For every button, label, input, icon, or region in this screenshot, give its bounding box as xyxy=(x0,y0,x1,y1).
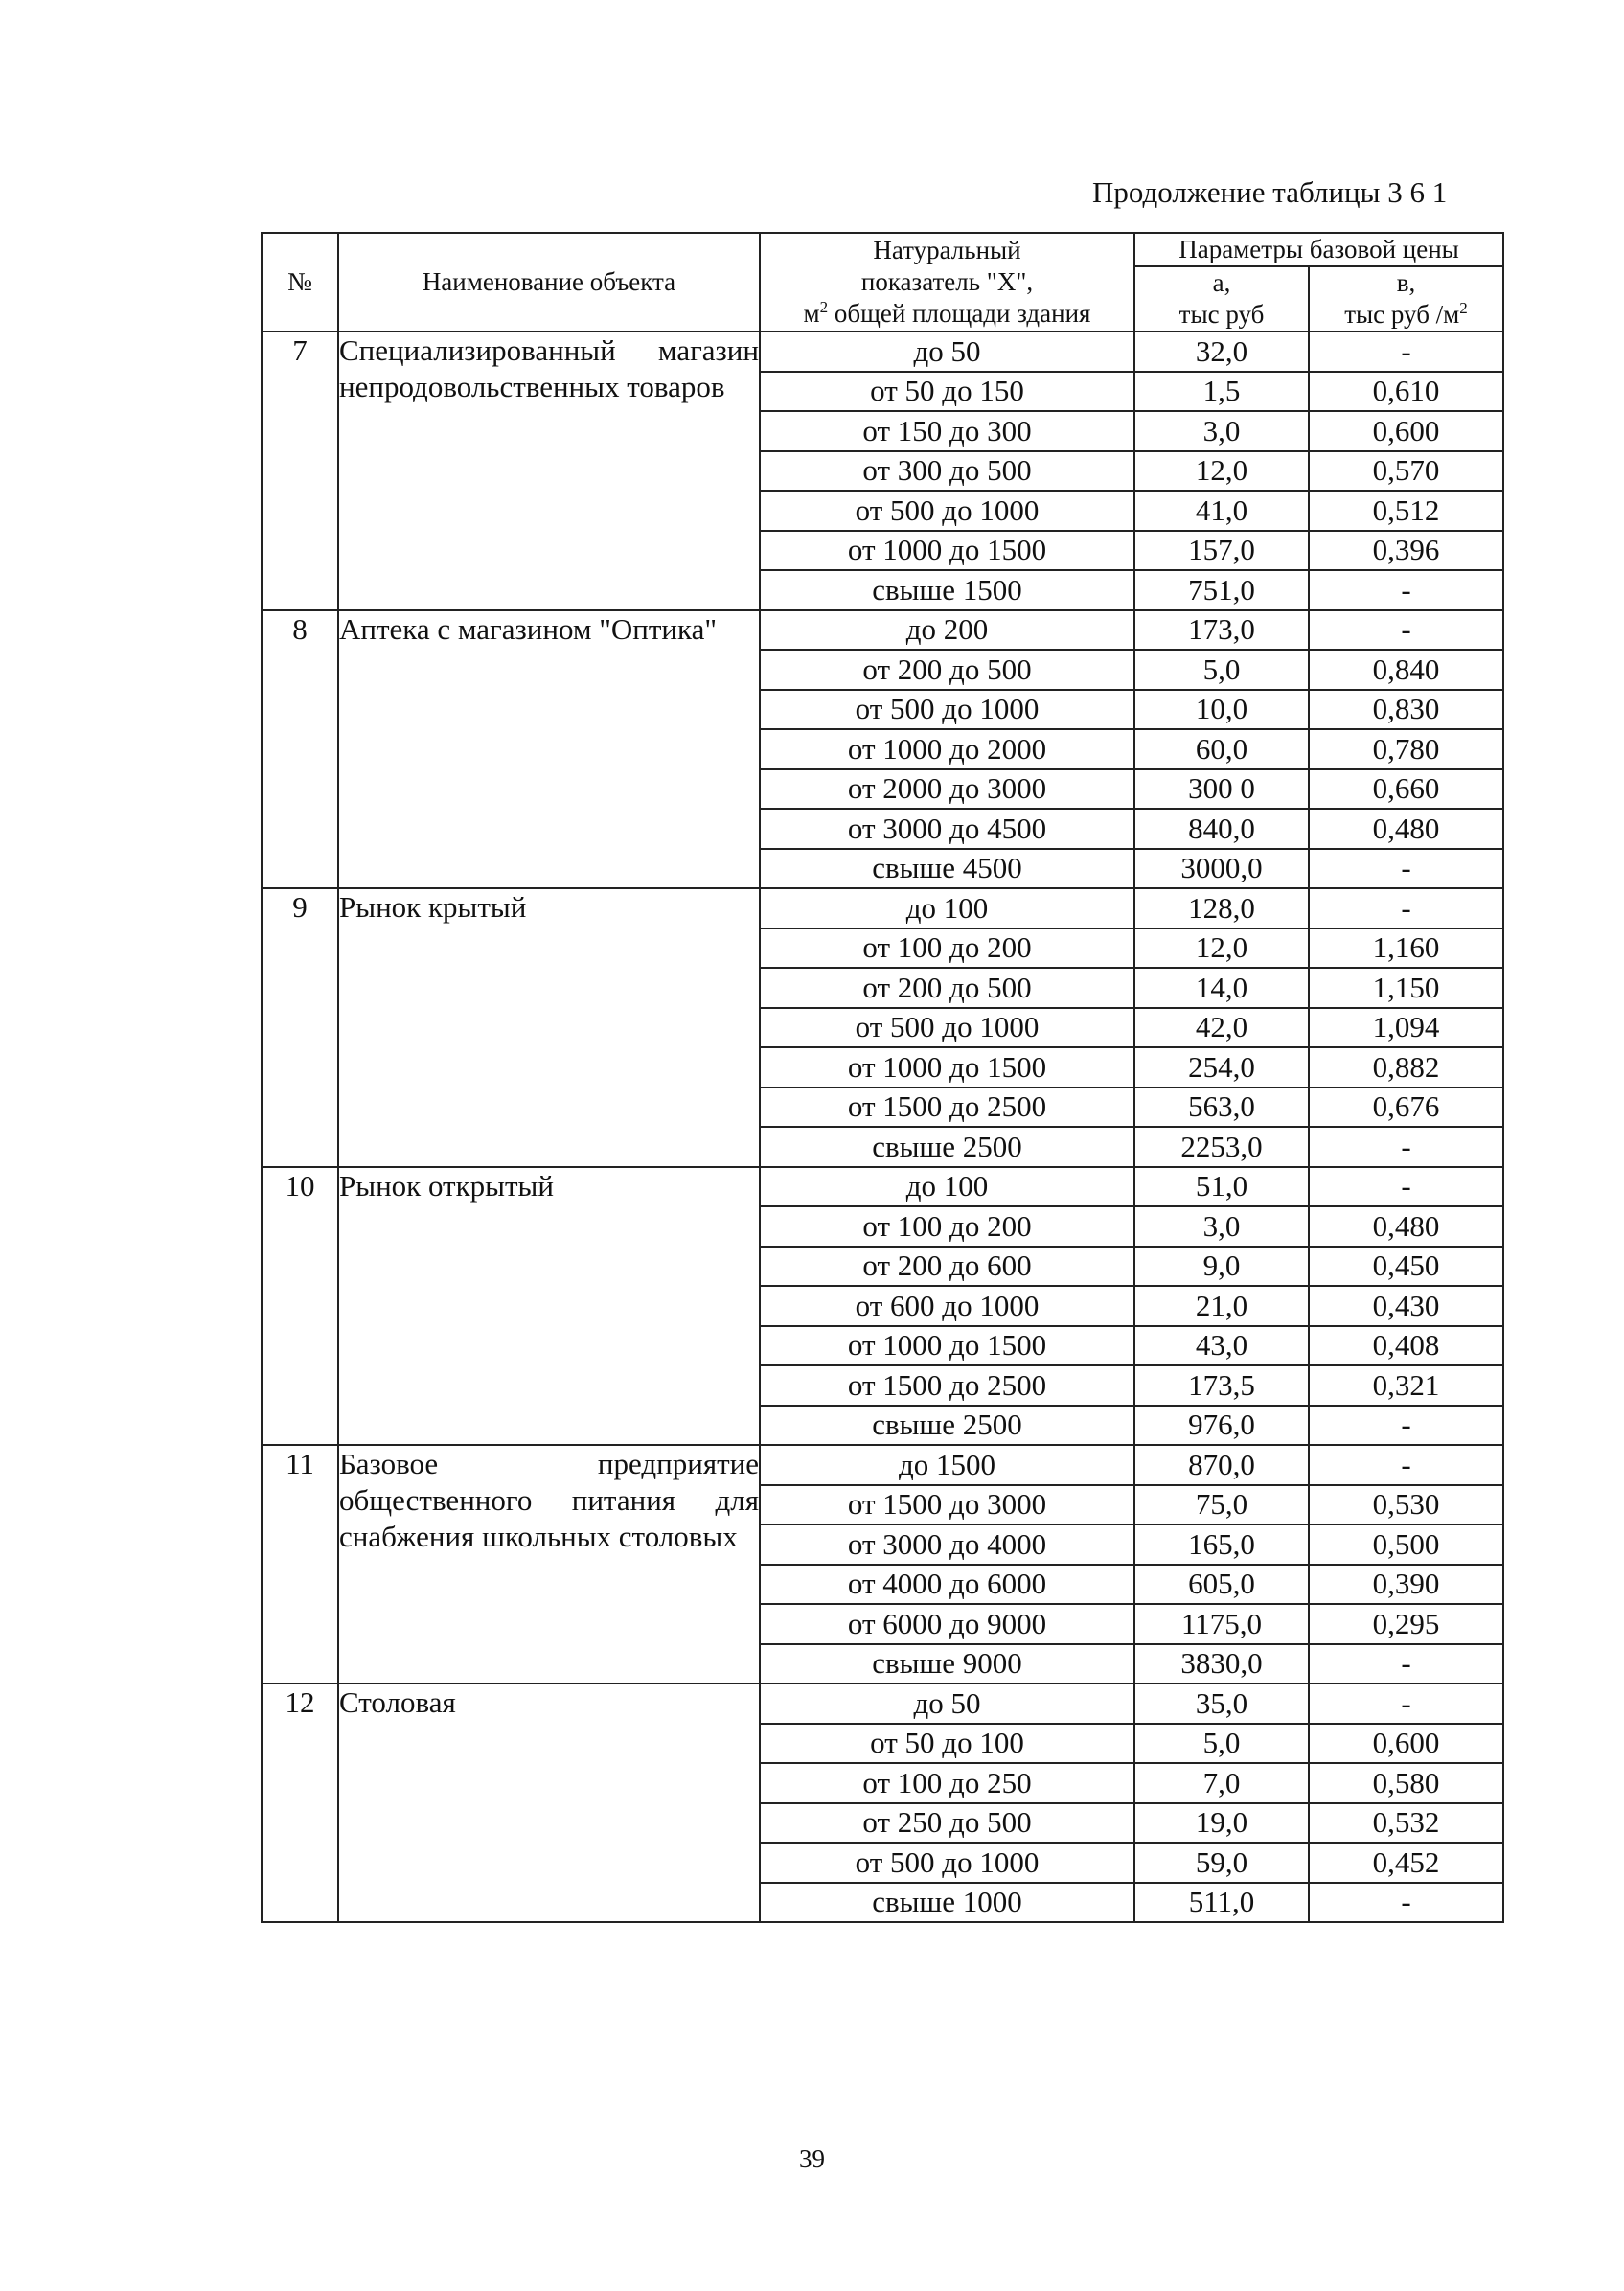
indicator-range: от 1500 до 2500 xyxy=(760,1088,1134,1128)
param-b-value: 0,882 xyxy=(1309,1047,1503,1088)
param-b-value: - xyxy=(1309,1445,1503,1485)
param-b-value: 0,570 xyxy=(1309,451,1503,492)
indicator-range: свыше 9000 xyxy=(760,1644,1134,1684)
param-a-value: 157,0 xyxy=(1134,531,1309,571)
param-b-value: 0,780 xyxy=(1309,729,1503,769)
param-b-value: 0,452 xyxy=(1309,1843,1503,1883)
indicator-range: от 200 до 600 xyxy=(760,1247,1134,1287)
object-name: Специализированный магазин непродовольственных товаров xyxy=(338,332,760,610)
indicator-range: от 500 до 1000 xyxy=(760,690,1134,730)
indicator-range: от 1000 до 2000 xyxy=(760,729,1134,769)
indicator-range: от 1000 до 1500 xyxy=(760,1326,1134,1366)
header-indicator-line1: Натуральный xyxy=(873,236,1021,264)
object-name: Столовая xyxy=(338,1684,760,1922)
param-a-value: 59,0 xyxy=(1134,1843,1309,1883)
param-a-value: 32,0 xyxy=(1134,332,1309,372)
param-a-value: 21,0 xyxy=(1134,1286,1309,1326)
header-natural-indicator xyxy=(760,233,1134,332)
param-b-value: 0,600 xyxy=(1309,1724,1503,1764)
param-a-value: 3,0 xyxy=(1134,411,1309,451)
indicator-range: свыше 4500 xyxy=(760,849,1134,889)
param-a-value: 165,0 xyxy=(1134,1524,1309,1565)
indicator-range: от 3000 до 4500 xyxy=(760,809,1134,849)
table-row xyxy=(262,1684,1503,1724)
price-parameters-table xyxy=(261,232,1504,1923)
param-a-value: 12,0 xyxy=(1134,928,1309,969)
param-b-value: 0,430 xyxy=(1309,1286,1503,1326)
table-row xyxy=(262,888,1503,928)
table-caption: Продолжение таблицы 3 6 1 xyxy=(1092,175,1448,209)
indicator-range: свыше 2500 xyxy=(760,1127,1134,1167)
param-a-value: 5,0 xyxy=(1134,1724,1309,1764)
param-a-value: 19,0 xyxy=(1134,1803,1309,1844)
param-a-value: 3000,0 xyxy=(1134,849,1309,889)
param-b-value: - xyxy=(1309,1883,1503,1923)
param-a-value: 605,0 xyxy=(1134,1565,1309,1605)
header-indicator-unit: м xyxy=(803,299,820,328)
table-header xyxy=(262,233,1503,332)
param-a-value: 5,0 xyxy=(1134,650,1309,690)
indicator-range: от 500 до 1000 xyxy=(760,1008,1134,1048)
object-name: Рынок крытый xyxy=(338,888,760,1167)
param-a-value: 51,0 xyxy=(1134,1167,1309,1207)
param-b-value: - xyxy=(1309,332,1503,372)
page-number: 39 xyxy=(799,2144,825,2173)
param-b-value: 0,676 xyxy=(1309,1088,1503,1128)
header-param-b-line1: в, xyxy=(1396,268,1416,297)
param-a-value: 41,0 xyxy=(1134,491,1309,531)
indicator-range: от 500 до 1000 xyxy=(760,1843,1134,1883)
indicator-range: от 4000 до 6000 xyxy=(760,1565,1134,1605)
param-b-value: 0,450 xyxy=(1309,1247,1503,1287)
param-a-value: 14,0 xyxy=(1134,968,1309,1008)
param-b-value: - xyxy=(1309,1644,1503,1684)
param-a-value: 870,0 xyxy=(1134,1445,1309,1485)
param-a-value: 12,0 xyxy=(1134,451,1309,492)
object-name: Рынок открытый xyxy=(338,1167,760,1446)
object-number: 7 xyxy=(262,332,338,610)
indicator-range: свыше 2500 xyxy=(760,1406,1134,1446)
param-a-value: 128,0 xyxy=(1134,888,1309,928)
param-b-value: 0,840 xyxy=(1309,650,1503,690)
object-number: 10 xyxy=(262,1167,338,1446)
param-b-value: - xyxy=(1309,610,1503,651)
param-b-value: 1,150 xyxy=(1309,968,1503,1008)
param-a-value: 563,0 xyxy=(1134,1088,1309,1128)
param-b-value: 0,321 xyxy=(1309,1365,1503,1406)
param-a-value: 751,0 xyxy=(1134,570,1309,610)
param-b-value: 0,532 xyxy=(1309,1803,1503,1844)
param-b-value: 0,660 xyxy=(1309,769,1503,810)
object-name: Аптека с магазином "Оптика" xyxy=(338,610,760,889)
header-indicator-unit-sup: 2 xyxy=(819,298,829,316)
param-a-value: 9,0 xyxy=(1134,1247,1309,1287)
param-b-value: - xyxy=(1309,1406,1503,1446)
indicator-range: до 100 xyxy=(760,1167,1134,1207)
param-a-value: 3830,0 xyxy=(1134,1644,1309,1684)
indicator-range: от 200 до 500 xyxy=(760,650,1134,690)
header-indicator-line3 xyxy=(761,298,1133,330)
indicator-range: от 100 до 250 xyxy=(760,1763,1134,1803)
param-b-value: 0,580 xyxy=(1309,1763,1503,1803)
param-b-value: 0,610 xyxy=(1309,372,1503,412)
param-a-value: 1,5 xyxy=(1134,372,1309,412)
header-param-b-unit: тыс руб /м xyxy=(1344,300,1460,329)
indicator-range: от 1500 до 3000 xyxy=(760,1485,1134,1525)
param-a-value: 10,0 xyxy=(1134,690,1309,730)
indicator-range: от 50 до 100 xyxy=(760,1724,1134,1764)
param-a-value: 75,0 xyxy=(1134,1485,1309,1525)
param-b-value: 0,500 xyxy=(1309,1524,1503,1565)
param-b-value: - xyxy=(1309,570,1503,610)
object-number: 9 xyxy=(262,888,338,1167)
indicator-range: от 1000 до 1500 xyxy=(760,1047,1134,1088)
header-base-price-params: Параметры базовой цены xyxy=(1134,233,1503,266)
param-a-value: 43,0 xyxy=(1134,1326,1309,1366)
param-a-value: 1175,0 xyxy=(1134,1604,1309,1644)
param-b-value: 0,600 xyxy=(1309,411,1503,451)
param-a-value: 840,0 xyxy=(1134,809,1309,849)
param-a-value: 42,0 xyxy=(1134,1008,1309,1048)
param-a-value: 254,0 xyxy=(1134,1047,1309,1088)
param-b-value: 0,512 xyxy=(1309,491,1503,531)
indicator-range: от 50 до 150 xyxy=(760,372,1134,412)
param-a-value: 300 0 xyxy=(1134,769,1309,810)
param-a-value: 35,0 xyxy=(1134,1684,1309,1724)
param-b-value: 0,295 xyxy=(1309,1604,1503,1644)
indicator-range: до 200 xyxy=(760,610,1134,651)
object-number: 8 xyxy=(262,610,338,889)
param-b-value: 0,390 xyxy=(1309,1565,1503,1605)
param-b-value: - xyxy=(1309,1127,1503,1167)
indicator-range: от 150 до 300 xyxy=(760,411,1134,451)
header-num: № xyxy=(262,233,338,332)
param-a-value: 3,0 xyxy=(1134,1206,1309,1247)
indicator-range: свыше 1000 xyxy=(760,1883,1134,1923)
param-a-value: 173,5 xyxy=(1134,1365,1309,1406)
indicator-range: от 250 до 500 xyxy=(760,1803,1134,1844)
table-row xyxy=(262,1167,1503,1207)
indicator-range: от 200 до 500 xyxy=(760,968,1134,1008)
header-object-name: Наименование объекта xyxy=(338,233,760,332)
param-b-value: - xyxy=(1309,849,1503,889)
table-row xyxy=(262,332,1503,372)
indicator-range: от 100 до 200 xyxy=(760,928,1134,969)
table-row xyxy=(262,610,1503,651)
param-a-value: 976,0 xyxy=(1134,1406,1309,1446)
indicator-range: свыше 1500 xyxy=(760,570,1134,610)
param-b-value: - xyxy=(1309,1684,1503,1724)
object-number: 12 xyxy=(262,1684,338,1922)
indicator-range: до 100 xyxy=(760,888,1134,928)
header-param-b-line2 xyxy=(1310,299,1502,331)
header-param-a xyxy=(1134,266,1309,332)
param-b-value: 0,408 xyxy=(1309,1326,1503,1366)
param-b-value: 0,530 xyxy=(1309,1485,1503,1525)
param-b-value: 0,396 xyxy=(1309,531,1503,571)
table-row xyxy=(262,1445,1503,1485)
table-body xyxy=(262,332,1503,1922)
indicator-range: от 6000 до 9000 xyxy=(760,1604,1134,1644)
indicator-range: от 3000 до 4000 xyxy=(760,1524,1134,1565)
indicator-range: от 100 до 200 xyxy=(760,1206,1134,1247)
param-b-value: - xyxy=(1309,888,1503,928)
indicator-range: от 1000 до 1500 xyxy=(760,531,1134,571)
indicator-range: от 2000 до 3000 xyxy=(760,769,1134,810)
param-b-value: - xyxy=(1309,1167,1503,1207)
indicator-range: от 500 до 1000 xyxy=(760,491,1134,531)
indicator-range: от 1500 до 2500 xyxy=(760,1365,1134,1406)
object-number: 11 xyxy=(262,1445,338,1684)
param-b-value: 0,480 xyxy=(1309,809,1503,849)
param-a-value: 511,0 xyxy=(1134,1883,1309,1923)
param-b-value: 0,480 xyxy=(1309,1206,1503,1247)
header-param-a-line2: тыс руб xyxy=(1178,300,1265,329)
param-a-value: 2253,0 xyxy=(1134,1127,1309,1167)
param-a-value: 60,0 xyxy=(1134,729,1309,769)
header-param-b-unit-sup: 2 xyxy=(1459,299,1468,317)
param-a-value: 173,0 xyxy=(1134,610,1309,651)
indicator-range: до 50 xyxy=(760,332,1134,372)
indicator-range: до 50 xyxy=(760,1684,1134,1724)
object-name: Базовое предприятие общественного питания для снабжения школьных столовых xyxy=(338,1445,760,1684)
param-b-value: 0,830 xyxy=(1309,690,1503,730)
param-b-value: 1,094 xyxy=(1309,1008,1503,1048)
indicator-range: до 1500 xyxy=(760,1445,1134,1485)
indicator-range: от 600 до 1000 xyxy=(760,1286,1134,1326)
header-param-a-line1: а, xyxy=(1212,268,1231,297)
header-indicator-line3-rest: общей площади здания xyxy=(828,299,1091,328)
param-a-value: 7,0 xyxy=(1134,1763,1309,1803)
header-param-b xyxy=(1309,266,1503,332)
param-b-value: 1,160 xyxy=(1309,928,1503,969)
header-indicator-line2: показатель "X", xyxy=(860,267,1034,296)
indicator-range: от 300 до 500 xyxy=(760,451,1134,492)
